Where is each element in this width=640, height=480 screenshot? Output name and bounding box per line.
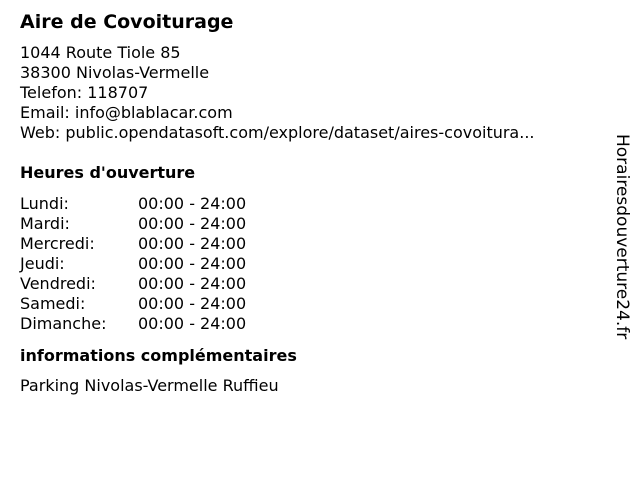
time-range: 00:00 - 24:00 [138, 294, 247, 313]
time-range: 00:00 - 24:00 [138, 314, 247, 333]
time-range: 00:00 - 24:00 [138, 214, 247, 233]
opening-hours-heading: Heures d'ouverture [20, 163, 196, 182]
time-range: 00:00 - 24:00 [138, 194, 247, 213]
day-label: Mercredi: [20, 234, 95, 253]
day-label: Dimanche: [20, 314, 107, 333]
hours-row-tuesday [20, 214, 610, 234]
place-card [20, 10, 610, 396]
web-line: Web: public.opendatasoft.com/explore/dataset/aires-covoitura... [20, 123, 535, 142]
day-label: Lundi: [20, 194, 69, 213]
additional-info-heading: informations complémentaires [20, 346, 297, 365]
hours-row-saturday [20, 294, 610, 314]
hours-row-friday [20, 274, 610, 294]
day-label: Samedi: [20, 294, 86, 313]
brand-watermark: Horairesdouverture24.fr [612, 134, 632, 340]
additional-info-text: Parking Nivolas-Vermelle Ruffieu [20, 376, 279, 395]
hours-row-monday [20, 194, 610, 214]
day-label: Jeudi: [20, 254, 65, 273]
phone-line: Telefon: 118707 [20, 83, 149, 102]
place-title: Aire de Covoiturage [20, 11, 234, 33]
opening-hours-table [20, 194, 610, 334]
address-street: 1044 Route Tiole 85 [20, 43, 181, 62]
hours-row-thursday [20, 254, 610, 274]
email-line: Email: info@blablacar.com [20, 103, 233, 122]
hours-row-wednesday [20, 234, 610, 254]
day-label: Mardi: [20, 214, 70, 233]
time-range: 00:00 - 24:00 [138, 254, 247, 273]
time-range: 00:00 - 24:00 [138, 234, 247, 253]
hours-row-sunday [20, 314, 610, 334]
address-city: 38300 Nivolas-Vermelle [20, 63, 210, 82]
time-range: 00:00 - 24:00 [138, 274, 247, 293]
day-label: Vendredi: [20, 274, 96, 293]
